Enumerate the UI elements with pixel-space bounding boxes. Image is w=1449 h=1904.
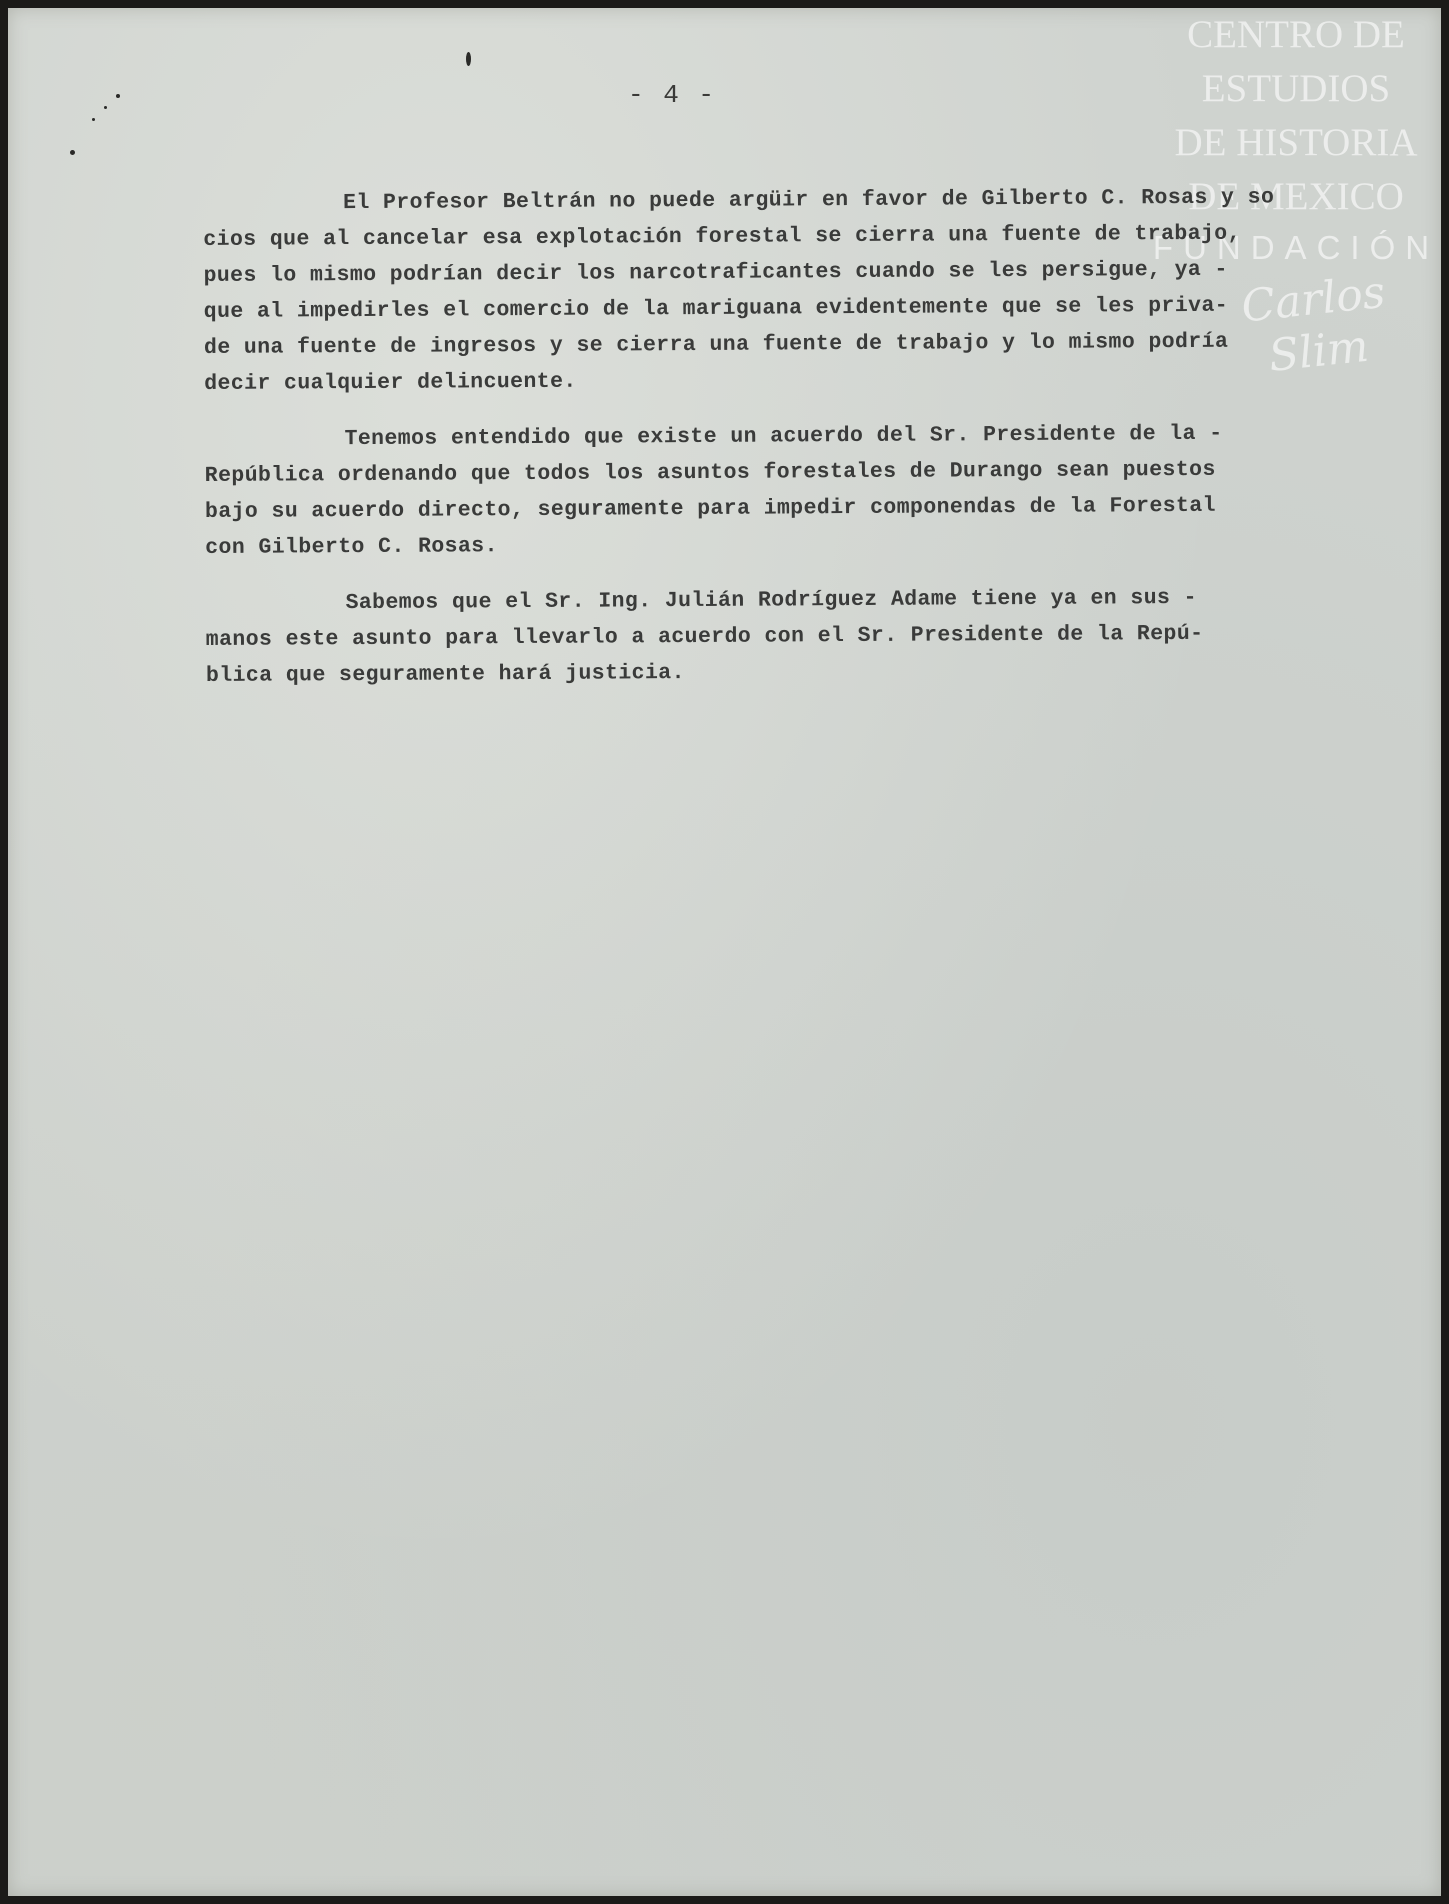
watermark-line: DE HISTORIA bbox=[1174, 121, 1418, 164]
ink-speck bbox=[104, 106, 107, 109]
text-line: pues lo mismo podrían decir los narcotraficantes cuando se les persigue, ya - bbox=[203, 257, 1228, 288]
text-line: Sabemos que el Sr. Ing. Julián Rodríguez Adame tiene ya en sus - bbox=[345, 585, 1197, 616]
text-line: bajo su acuerdo directo, seguramente para impedir componendas de la Forestal bbox=[204, 493, 1217, 524]
text-line: cios que al cancelar esa explotación forestal se cierra una fuente de trabajo, bbox=[203, 221, 1241, 252]
ink-speck bbox=[116, 94, 120, 98]
text-line: decir cualquier delincuente. bbox=[204, 369, 577, 396]
watermark-signature: Carlos Slim bbox=[1238, 266, 1388, 382]
ink-speck bbox=[92, 118, 95, 121]
watermark-line: DE MEXICO bbox=[1188, 175, 1404, 218]
text-line: Tenemos entendido que existe un acuerdo del Sr. Presidente de la - bbox=[344, 421, 1223, 452]
watermark-foundation: FUNDACIÓN bbox=[1152, 229, 1440, 266]
document-page bbox=[8, 8, 1441, 1896]
paragraph-3 bbox=[205, 579, 1376, 694]
letter-body bbox=[203, 179, 1376, 714]
text-line: de una fuente de ingresos y se cierra una fuente de trabajo y lo mismo podría bbox=[203, 329, 1229, 360]
paragraph-2 bbox=[204, 415, 1375, 566]
text-line: con Gilberto C. Rosas. bbox=[205, 534, 498, 560]
text-line: que al impedirles el comercio de la mariguana evidentemente que se les priva- bbox=[203, 293, 1229, 324]
text-line: El Profesor Beltrán no puede argüir en favor de Gilberto C. Rosas y so bbox=[343, 185, 1275, 216]
paragraph-1 bbox=[203, 179, 1374, 402]
text-line: manos este asunto para llevarlo a acuerdo con el Sr. Presidente de la Repú- bbox=[205, 621, 1204, 652]
watermark-line: CENTRO DE bbox=[1187, 13, 1405, 56]
watermark-line: ESTUDIOS bbox=[1201, 67, 1391, 110]
ink-speck bbox=[466, 52, 471, 66]
ink-speck bbox=[70, 150, 75, 155]
page-number: - 4 - bbox=[628, 80, 717, 110]
text-line: blica que seguramente hará justicia. bbox=[205, 661, 685, 688]
text-line: República ordenando que todos los asuntos forestales de Durango sean puestos bbox=[204, 457, 1216, 488]
